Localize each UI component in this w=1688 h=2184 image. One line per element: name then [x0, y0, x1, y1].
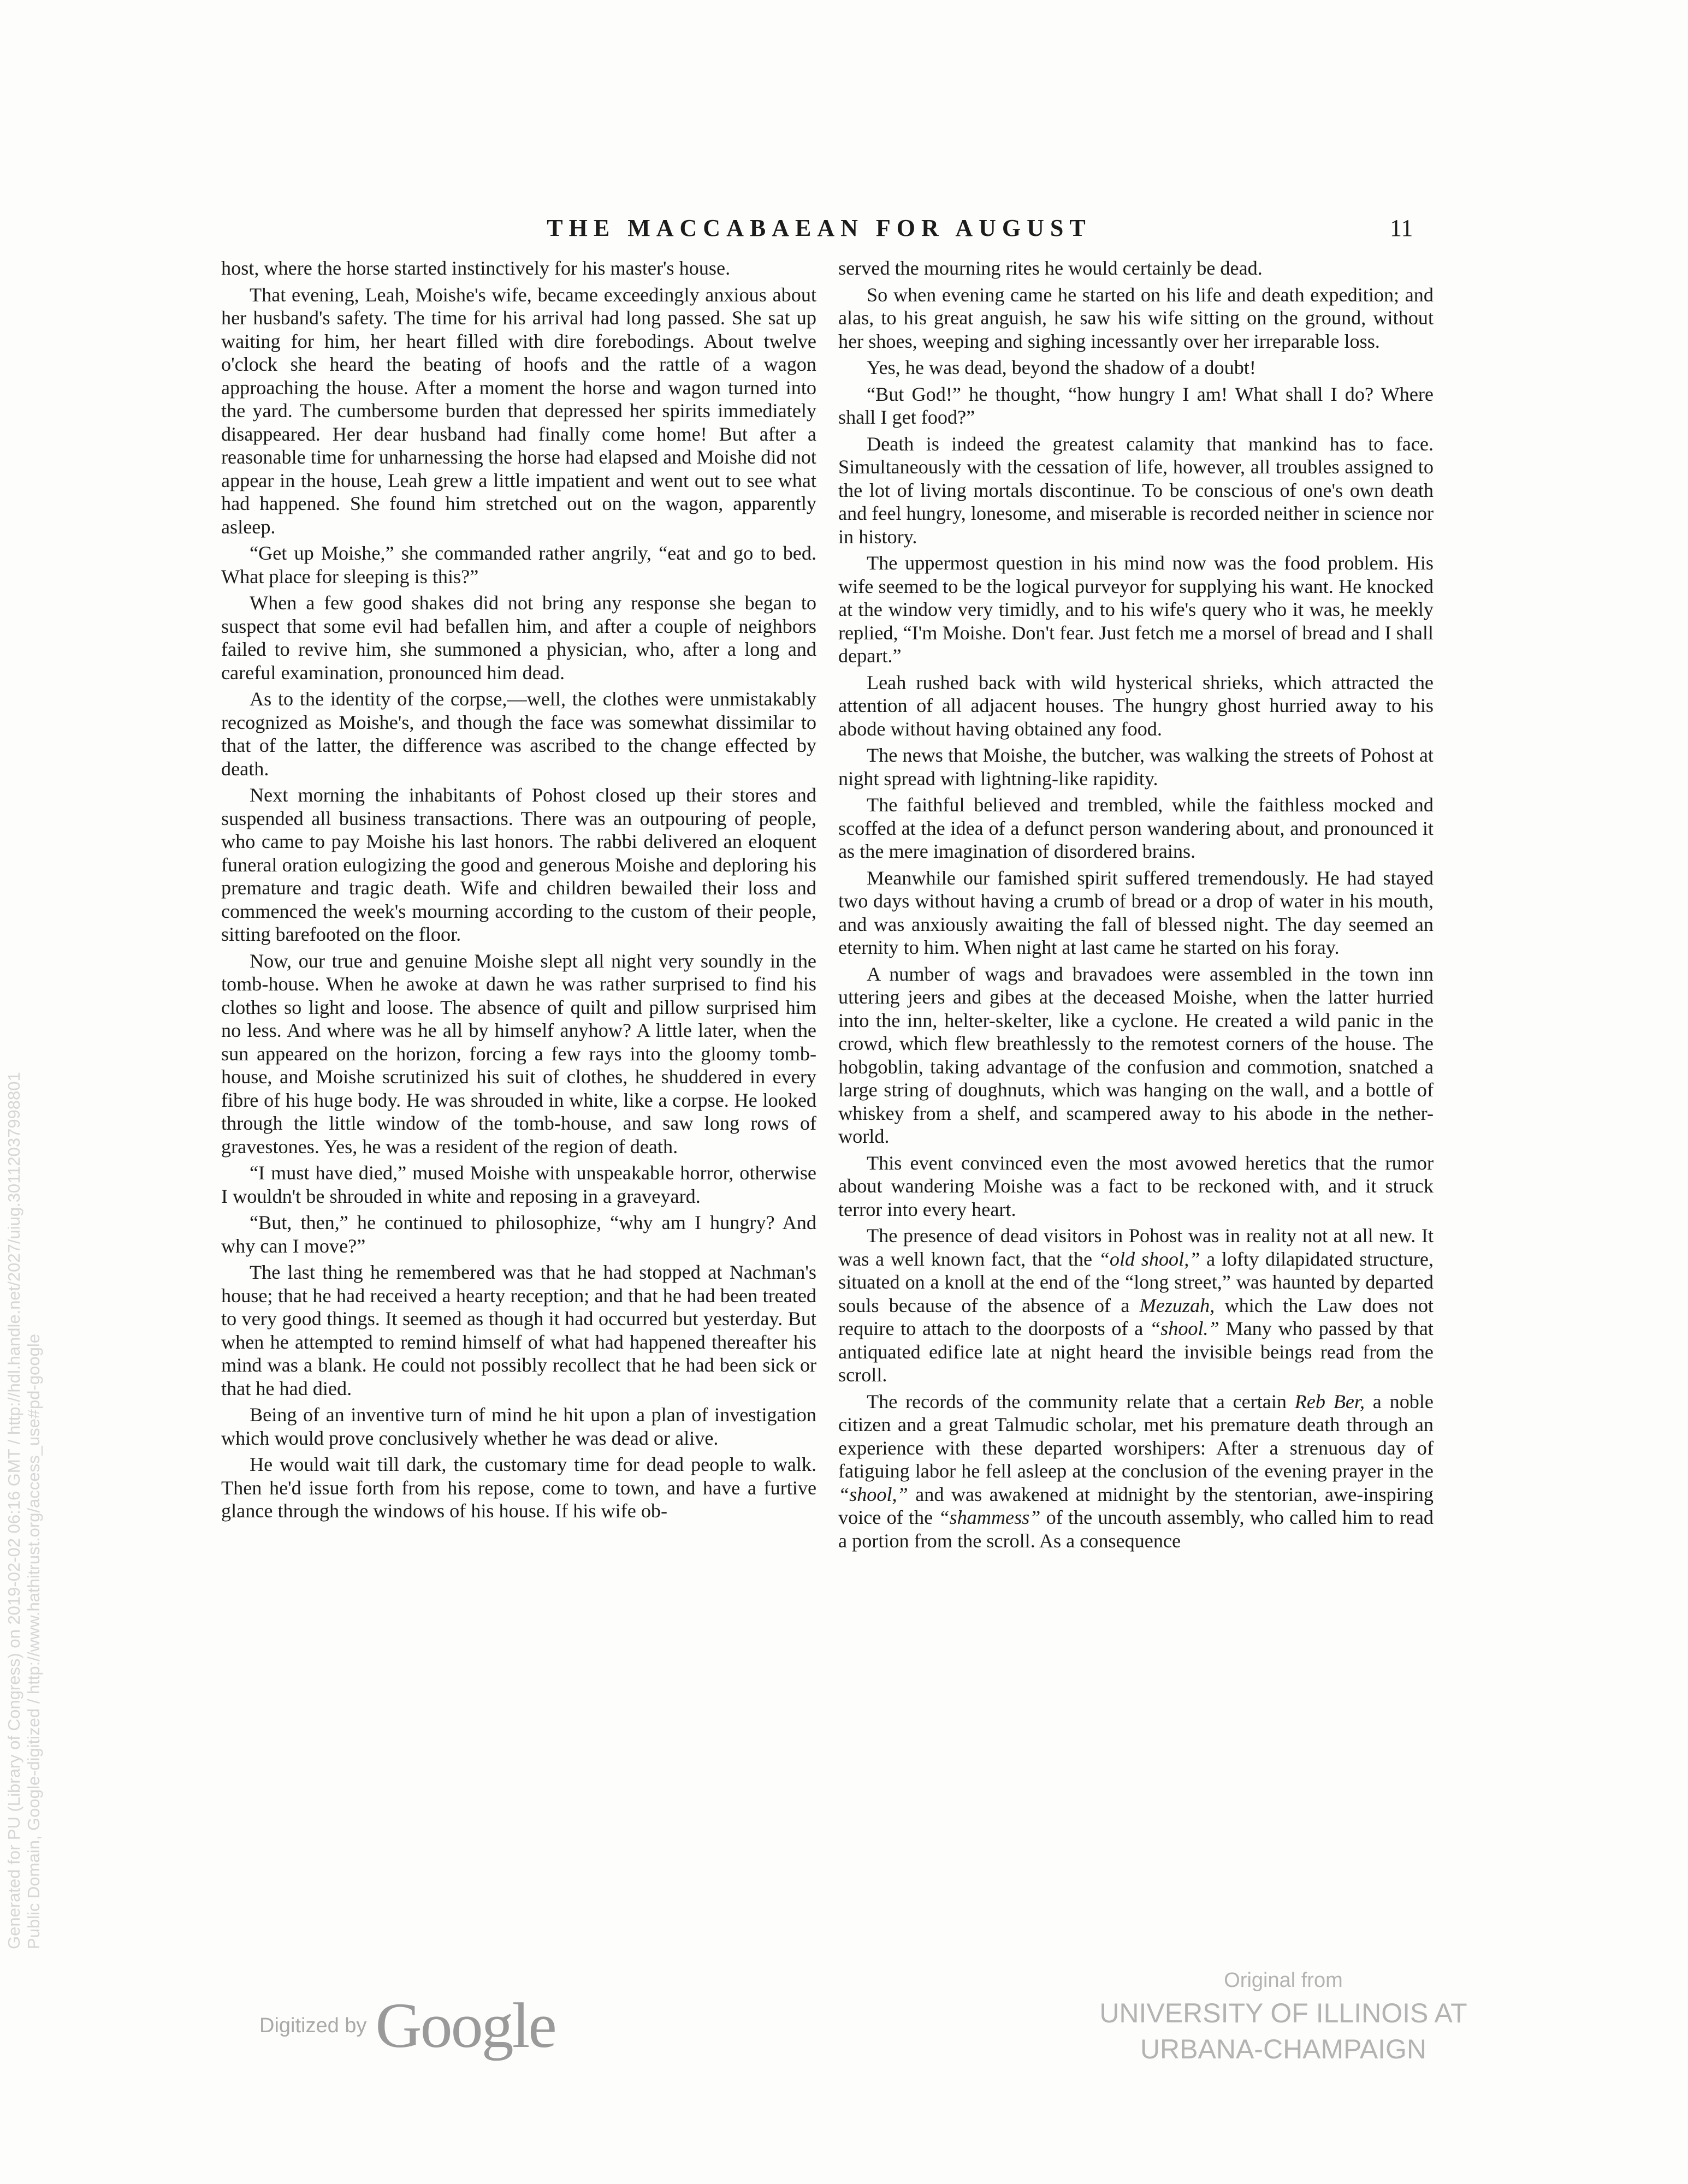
paragraph: Being of an inventive turn of mind he hit upon a plan of investigation which would prove conclusively whether he was dead or alive.	[221, 1404, 816, 1449]
italic-term: “shammess”	[938, 1506, 1041, 1528]
paragraph: “I must have died,” mused Moishe with unspeakable horror, otherwise I wouldn't be shrouded in white and reposing in a graveyard.	[221, 1162, 816, 1207]
text-run: of the uncouth assembly, who called him to read a portion from the scroll. As a consequence	[838, 1506, 1434, 1552]
paragraph	[838, 1224, 1434, 1387]
digitized-by-mark	[259, 1990, 555, 2061]
paragraph: served the mourning rites he would certainly be dead.	[838, 257, 1263, 279]
text-run: and was awakened at midnight by the stentorian, awe-inspiring voice of the	[838, 1483, 1434, 1528]
institution-name: UNIVERSITY OF ILLINOIS AT	[1099, 1998, 1467, 2028]
paragraph: He would wait till dark, the customary time for dead people to walk. Then he'd issue forth from his repose, come to town, and have a furtive glance through the windows of his house. If his wife ob-	[221, 1453, 816, 1522]
paragraph: Leah rushed back with wild hysterical shrieks, which attracted the attention of all adjacent houses. The hungry ghost hurried away to his abode without having obtained any food.	[838, 671, 1434, 740]
text-run: a noble citizen and a great Talmudic scholar, met his premature death through an experience with these departed worshipers: After a strenuous day of fatiguing labor he fell asleep at the conclusion of the evening prayer in the	[838, 1390, 1434, 1482]
running-title: THE MACCABAEAN FOR AUGUST	[547, 215, 1092, 241]
original-source-mark	[1038, 1966, 1529, 2067]
side-watermark	[4, 748, 44, 1949]
italic-term: “shool,”	[838, 1483, 908, 1505]
original-from-label: Original from	[1224, 1969, 1343, 1992]
paragraph: The faithful believed and trembled, while the faithless mocked and scoffed at the idea of a defunct person wandering about, and pronounced it as the mere imagination of disordered brains.	[838, 794, 1434, 862]
text-run: Many who passed by that antiquated edifice late at night heard the invisible beings read from the scroll.	[838, 1317, 1434, 1386]
paragraph	[838, 1390, 1434, 1553]
right-column	[838, 257, 1434, 1966]
paragraph: “But God!” he thought, “how hungry I am! What shall I do? Where shall I get food?”	[838, 383, 1434, 428]
paragraph: host, where the horse started instinctively for his master's house.	[221, 257, 731, 279]
italic-term: “old shool,”	[1098, 1248, 1200, 1270]
watermark-line: Public Domain, Google-digitized / http://www.hathitrust.org/access_use#pd-google	[24, 1334, 43, 1949]
paragraph: Now, our true and genuine Moishe slept all night very soundly in the tomb-house. When he awoke at dawn he was rather surprised to find his clothes so light and loose. The absence of quilt and pillow surprised him no less. And where was he all by himself anyhow? A little later, when the sun appeared on the horizon, forcing a few rays into the gloomy tomb-house, and Moishe scrutinized his suit of clothes, he shuddered in every fibre of his huge body. He was shrouded in white, like a corpse. He looked through the little window of the tomb-house, and saw long rows of gravestones. Yes, he was a resident of the region of death.	[221, 949, 816, 1158]
italic-term: Reb Ber,	[1294, 1390, 1365, 1413]
paragraph: As to the identity of the corpse,—well, the clothes were unmistakably recognized as Moishe's, and though the face was somewhat dissimilar to that of the latter, the difference was ascribed to the change effected by death.	[221, 688, 816, 780]
paragraph: Meanwhile our famished spirit suffered tremendously. He had stayed two days without having a crumb of bread or a drop of water in his mouth, and was anxiously awaiting the fall of blessed night. The day seemed an eternity to him. When night at last came he started on his foray.	[838, 867, 1434, 958]
page-number: 11	[1390, 215, 1413, 241]
paragraph: “But, then,” he continued to philosophize, “why am I hungry? And why can I move?”	[221, 1212, 816, 1257]
paragraph: When a few good shakes did not bring any response she began to suspect that some evil had befallen him, and after a couple of neighbors failed to revive him, she summoned a physician, who, after a long and careful examination, pronounced him dead.	[221, 592, 816, 684]
text-run: which the Law does not require to attach to the doorposts of a	[838, 1294, 1434, 1339]
running-header	[0, 214, 1688, 247]
paragraph: So when evening came he started on his life and death expedition; and alas, to his great anguish, he saw his wife sitting on the ground, without her shoes, weeping and sighing incessantly over her irreparable loss.	[838, 283, 1434, 352]
italic-term: “shool.”	[1150, 1317, 1219, 1339]
institution-name: URBANA-CHAMPAIGN	[1140, 2034, 1427, 2064]
text-run: The records of the community relate that a certain	[867, 1390, 1295, 1413]
paragraph: Yes, he was dead, beyond the shadow of a doubt!	[867, 357, 1256, 378]
text-run: a lofty dilapidated structure, situated on a knoll at the end of the “long street,” was haunted by departed souls because of the absence of a	[838, 1248, 1434, 1316]
paragraph: A number of wags and bravadoes were assembled in the town inn uttering jeers and gibes at the deceased Moishe, when the latter hurried into the inn, helter-skelter, like a cyclone. He created a wild panic in the crowd, which flew breathlessly to the remotest corners of the house. The hobgoblin, taking advantage of the confusion and commotion, snatched a large string of doughnuts, which was hanging on the wall, and a bottle of whiskey from a shelf, and scampered away to his abode in the nether-world.	[838, 963, 1434, 1147]
italic-term: Mezuzah,	[1139, 1294, 1215, 1316]
paragraph: “Get up Moishe,” she commanded rather angrily, “eat and go to bed. What place for sleeping is this?”	[221, 542, 816, 587]
paragraph: That evening, Leah, Moishe's wife, became exceedingly anxious about her husband's safety. The time for his arrival had long passed. She sat up waiting for him, her heart filled with dire forebodings. About twelve o'clock she heard the beating of hoofs and the rattle of a wagon approaching the house. After a moment the horse and wagon turned into the yard. The cumbersome burden that depressed her spirits immediately disappeared. Her dear husband had finally come home! But after a reasonable time for unharnessing the horse had elapsed and Moishe did not appear in the house, Leah grew a little impatient and went out to see what had happened. She found him stretched out on the wagon, apparently asleep.	[221, 283, 816, 538]
paragraph: Next morning the inhabitants of Pohost closed up their stores and suspended all business transactions. There was an outpouring of people, who came to pay Moishe his last honors. The rabbi delivered an eloquent funeral oration eulogizing the good and generous Moishe and deploring his premature and tragic death. Wife and children bewailed their loss and commenced the week's mourning according to the custom of their people, sitting barefooted on the floor.	[221, 784, 816, 945]
google-logo: Google	[375, 1990, 555, 2061]
text-run: The presence of dead visitors in Pohost was in reality not at all new. It was a well known fact, that the	[838, 1225, 1434, 1270]
digitized-label: Digitized by	[259, 2014, 367, 2037]
paragraph: The last thing he remembered was that he had stopped at Nachman's house; that he had received a hearty reception; and that he had been treated to very good things. It seemed as though it had occurred but yesterday. But when he attempted to remind himself of what had happened thereafter his mind was a blank. He could not possibly recollect that he had been sick or that he had died.	[221, 1261, 816, 1399]
paragraph: The uppermost question in his mind now was the food problem. His wife seemed to be the logical purveyor for supplying his want. He knocked at the window very timidly, and to his wife's query who it was, he meekly replied, “I'm Moishe. Don't fear. Just fetch me a morsel of bread and I shall depart.”	[838, 552, 1434, 667]
left-column	[221, 257, 816, 1966]
paragraph: Death is indeed the greatest calamity that mankind has to face. Simultaneously with the cessation of life, however, all troubles assigned to the lot of living mortals discontinue. To be conscious of one's own death and feel hungry, lonesome, and miserable is recorded neither in science nor in history.	[838, 432, 1434, 548]
watermark-line: Generated for PU (Library of Congress) on 2019-02-02 06:16 GMT / http://hdl.handle.net/2027/uiug.30112037998801	[4, 1072, 23, 1949]
paragraph: This event convinced even the most avowed heretics that the rumor about wandering Moishe was a fact to be reckoned with, and it struck terror into every heart.	[838, 1152, 1434, 1220]
paragraph: The news that Moishe, the butcher, was walking the streets of Pohost at night spread with lightning-like rapidity.	[838, 744, 1434, 790]
